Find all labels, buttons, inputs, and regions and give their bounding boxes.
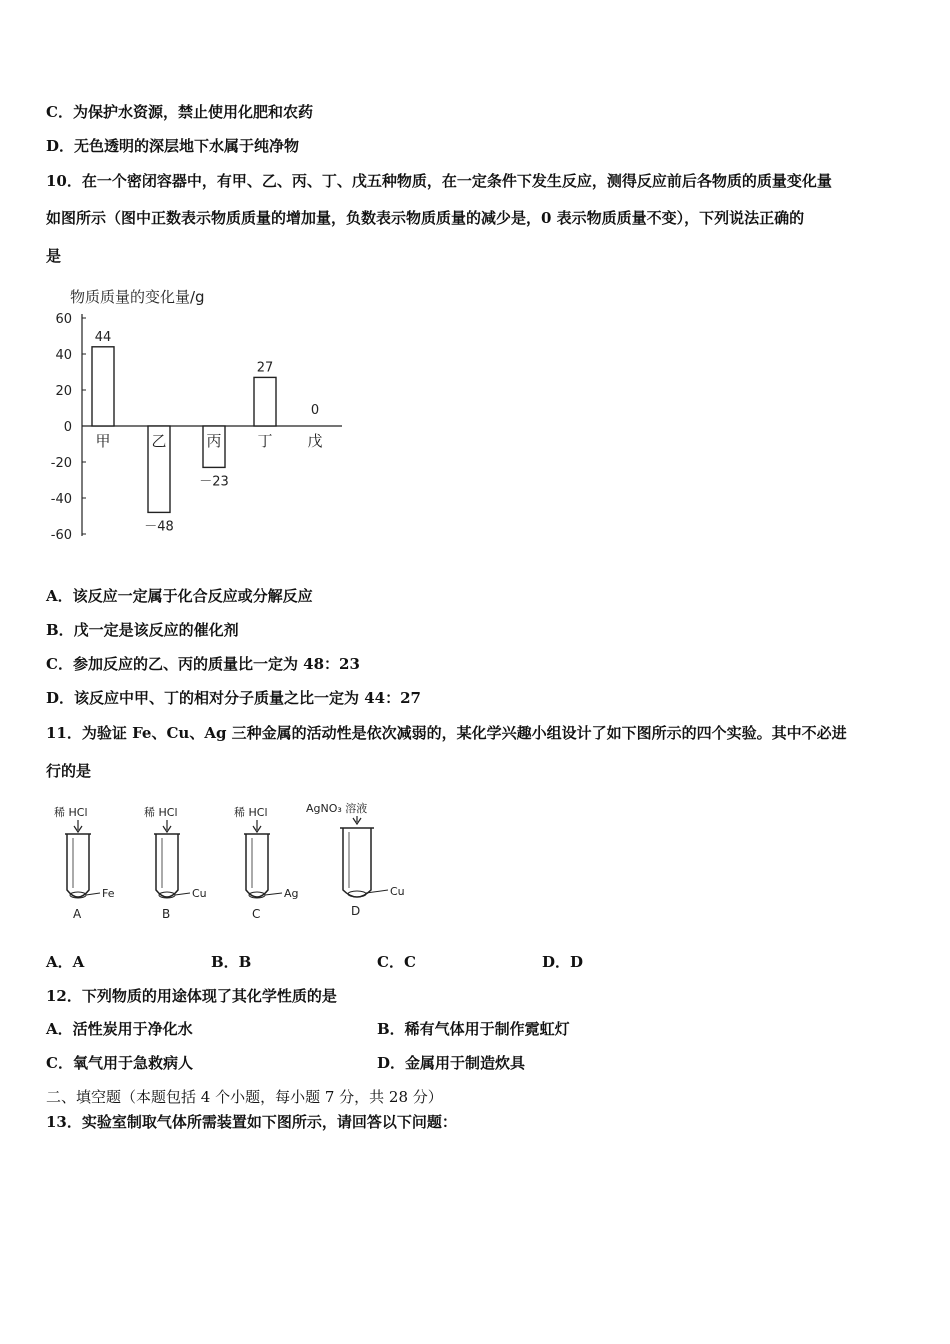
bar-4: [254, 377, 276, 426]
category-label: 丙: [206, 432, 222, 450]
y-tick-label: 20: [55, 384, 72, 399]
q9-option-d: D．无色透明的深层地下水属于纯净物: [46, 137, 300, 155]
q11-stem-line-1: 11．为验证 Fe、Cu、Ag 三种金属的活动性是依次减弱的，某化学兴趣小组设计了如下图所示的四个实验。其中不必进: [46, 724, 847, 742]
q10-option-a: A．该反应一定属于化合反应或分解反应: [46, 587, 313, 605]
bar-1: [92, 347, 114, 426]
q12-option-d: D．金属用于制造炊具: [377, 1054, 526, 1072]
q11-stem-line-2: 行的是: [46, 762, 92, 780]
category-label: 丁: [257, 432, 273, 450]
tube-b: [144, 805, 207, 921]
bar-value-label: 27: [256, 360, 274, 376]
q11-option-a: A．A: [46, 953, 85, 971]
tube-d-label: D: [351, 904, 361, 918]
tube-b-metal: Cu: [192, 887, 207, 900]
q10-stem-line-1: 10．在一个密闭容器中，有甲、乙、丙、丁、戊五种物质，在一定条件下发生反应，测得反应前后各物质的质量变化量: [46, 172, 832, 190]
q10-stem-line-2: 如图所示（图中正数表示物质质量的增加量，负数表示物质质量的减少是，0 表示物质质量不变），下列说法正确的: [46, 209, 805, 227]
y-tick-label: -20: [50, 456, 72, 471]
tube-d: [306, 801, 405, 918]
q12-option-b: B．稀有气体用于制作霓虹灯: [377, 1020, 570, 1038]
q10-option-b: B．戊一定是该反应的催化剂: [46, 621, 239, 639]
tube-c-metal: Ag: [284, 887, 299, 900]
category-label: 甲: [95, 432, 111, 450]
q11-option-c: C．C: [377, 953, 416, 971]
tube-d-reagent: AgNO₃ 溶液: [306, 802, 368, 815]
q12-option-c: C．氧气用于急救病人: [46, 1054, 193, 1072]
bar-value-label: －23: [199, 474, 229, 490]
q10-stem-line-3: 是: [46, 247, 62, 265]
q11-option-d: D．D: [542, 953, 584, 971]
tube-a-label: A: [73, 907, 82, 921]
q13-stem: 13．实验室制取气体所需装置如下图所示，请回答以下问题：: [46, 1113, 457, 1131]
tube-c-reagent: 稀 HCl: [234, 806, 268, 819]
bar-value-label: 44: [94, 329, 112, 345]
tube-b-reagent: 稀 HCl: [144, 806, 178, 819]
q12-option-a: A．活性炭用于净化水: [46, 1020, 193, 1038]
q9-option-c: C．为保护水资源，禁止使用化肥和农药: [46, 103, 313, 121]
q11-option-b: B．B: [211, 953, 252, 971]
bar-value-label: 0: [310, 403, 320, 418]
tube-c-label: C: [252, 907, 261, 921]
q12-stem: 12．下列物质的用途体现了其化学性质的是: [46, 987, 337, 1005]
tube-a-metal: Fe: [102, 887, 115, 900]
tube-a: [54, 805, 115, 921]
section-2-heading: 二、填空题（本题包括 4 个小题，每小题 7 分，共 28 分）: [46, 1088, 443, 1106]
bar-value-label: －48: [144, 519, 174, 535]
y-tick-label: 0: [63, 420, 72, 435]
mass-change-bar-chart: [40, 280, 360, 550]
tube-d-metal: Cu: [390, 885, 405, 898]
y-tick-label: 60: [55, 312, 72, 327]
tube-a-reagent: 稀 HCl: [54, 806, 88, 819]
test-tubes-figure: [40, 798, 420, 928]
tube-c: [234, 805, 299, 921]
category-label: 乙: [151, 432, 167, 450]
chart-title: 物质质量的变化量/g: [70, 288, 205, 306]
q10-option-d: D．该反应中甲、丁的相对分子质量之比一定为 44：27: [46, 689, 421, 707]
y-tick-label: 40: [55, 348, 72, 363]
q10-option-c: C．参加反应的乙、丙的质量比一定为 48：23: [46, 655, 360, 673]
category-label: 戊: [307, 432, 323, 450]
tube-b-label: B: [162, 907, 171, 921]
y-tick-label: -40: [50, 492, 72, 507]
y-tick-label: -60: [50, 528, 72, 543]
